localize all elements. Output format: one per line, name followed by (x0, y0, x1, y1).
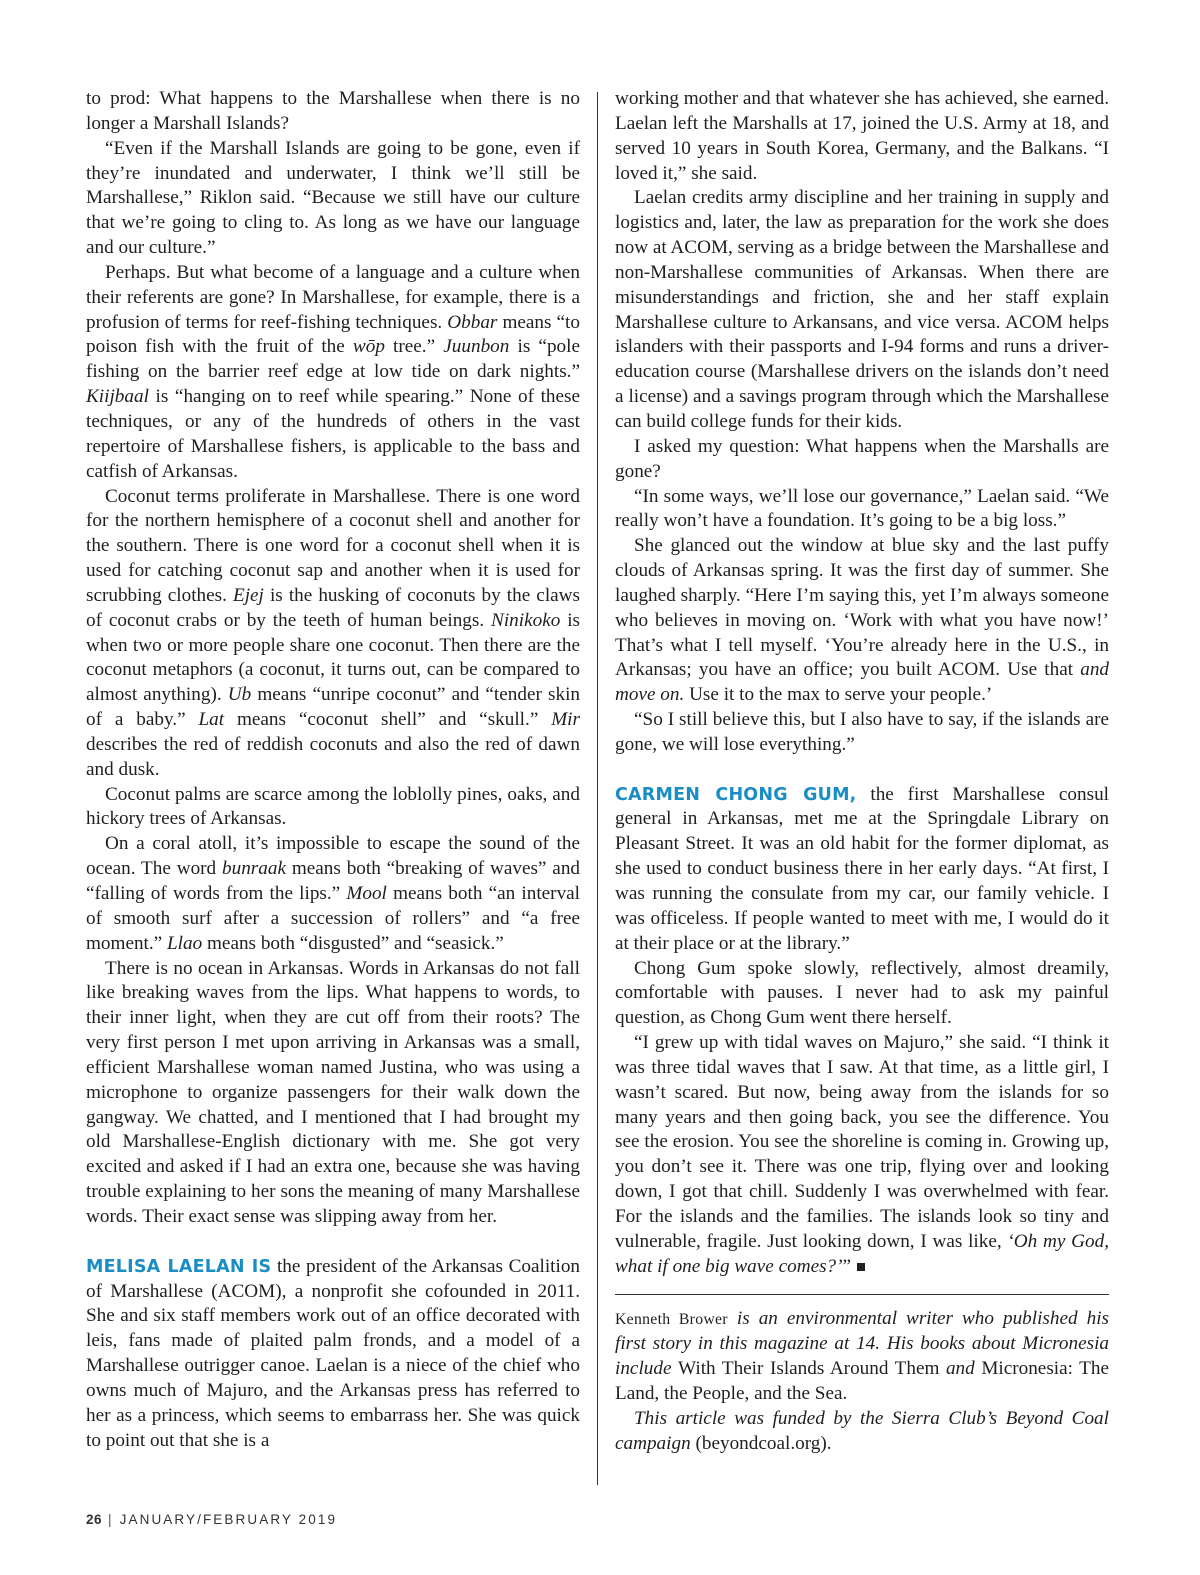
author-bio (615, 1307, 1109, 1457)
paragraph: She glanced out the window at blue sky and the last puffy clouds of Arkansas spring. It was the first day of summer. She laughed sharply. “Here I’m saying this, yet I’m always someone who believes in moving on. ‘Work with what you have now!’ That’s what I tell myself. ‘You’re already here in the U.S., in Arkansas; you have an office; you built ACOM. Use that and move on. Use it to the max to serve your people.’ (615, 535, 1109, 706)
section-lead-in: CARMEN CHONG GUM, (615, 784, 857, 805)
right-column (615, 87, 1109, 1457)
page-footer (86, 1512, 337, 1527)
paragraph: Chong Gum spoke slowly, reflectively, almost dreamily, comfortable with pauses. I never had to ask my painful question, as Chong Gum went there herself. (615, 957, 1109, 1029)
paragraph: Perhaps. But what become of a language and a culture when their referents are gone? In Marshallese, for example, there is a profusion of terms for reef-fishing techniques. Obbar means “to poison fish with the fruit of the wōp tree.” Juunbon is “pole fishing on the barrier reef edge at low tide on dark nights.” Kiijbaal is “hanging on to reef while spearing.” None of these techniques, or any of the hundreds of others in the vast repertoire of Marshallese fishers, is applicable to the bass and catfish of Arkansas. (86, 261, 580, 482)
footer-separator: | (108, 1512, 114, 1527)
bio-divider (615, 1294, 1109, 1295)
paragraph: I asked my question: What happens when the Marshalls are gone? (615, 435, 1109, 482)
end-of-article-square-icon (857, 1263, 865, 1271)
author-name: Kenneth Brower (615, 1310, 728, 1328)
paragraph: working mother and that whatever she has achieved, she earned. Laelan left the Marshalls at 17, joined the U.S. Army at 18, and served 10 years in South Korea, Germany, and the Balkans. “I loved it,” she said. (615, 88, 1109, 184)
section-lead-in: MELISA LAELAN IS (86, 1256, 272, 1277)
paragraph: “Even if the Marshall Islands are going to be gone, even if they’re inundated and underwater, I think we’ll still be Marshallese,” Riklon said. “Because we still have our culture that we’re going to cling to. As long as we have our language and our culture.” (86, 137, 580, 259)
paragraph: There is no ocean in Arkansas. Words in Arkansas do not fall like breaking waves from the lips. What happens to words, to their inner light, when they are cut off from their roots? The very first person I met upon arriving in Arkansas was a small, efficient Marshallese woman named Justina, who was using a microphone to organize passengers for their walk down the gangway. We chatted, and I mentioned that I had brought my old Marshallese-English dictionary with me. She got very excited and asked if I had an extra one, because she was having trouble explaining to her sons the meaning of many Marshallese words. Their exact sense was slipping away from her. (86, 957, 580, 1227)
paragraph: “In some ways, we’ll lose our governance,” Laelan said. “We really won’t have a foundation. It’s going to be a big loss.” (615, 485, 1109, 532)
left-column (86, 87, 580, 1453)
paragraph: On a coral atoll, it’s impossible to escape the sound of the ocean. The word bunraak means both “breaking of waves” and “falling of words from the lips.” Mool means both “an interval of smooth surf after a succession of rollers” and “a free moment.” Llao means both “disgusted” and “seasick.” (86, 833, 581, 954)
bio-paragraph: Kenneth Brower is an environmental writer who published his first story in this magazine at 14. His books about Micronesia include With Their Islands Around Them and Micronesia: The Land, the People, and the Sea. (615, 1307, 1110, 1405)
section-lead-paragraph: CARMEN CHONG GUM, the first Marshallese consul general in Arkansas, met me at the Springdale Library on Pleasant Street. It was an old habit for the former diplomat, as she used to conduct business there in her early days. “At first, I was running the consulate from my car, our family vehicle. I was officeless. If people wanted to meet with me, I would do it at their place or at the library.” (615, 783, 1109, 954)
page-number: 26 (86, 1512, 103, 1527)
paragraph: to prod: What happens to the Marshallese when there is no longer a Marshall Islands? (86, 88, 580, 134)
section-lead-paragraph: MELISA LAELAN IS the president of the Arkansas Coalition of Marshallese (ACOM), a nonprofit she cofounded in 2011. She and six staff members work out of an office decorated with leis, fans made of plaited palm fronds, and a model of a Marshallese outrigger canoe. Laelan is a niece of the chief who owns much of Majuro, and the Arkansas press has referred to her as a princess, which seems to embarrass her. She was quick to point out that she is a (86, 1255, 581, 1451)
funding-note: This article was funded by the Sierra Club’s Beyond Coal campaign (beyondcoal.org). (615, 1407, 1109, 1454)
paragraph: “I grew up with tidal waves on Majuro,” she said. “I think it was three tidal waves that I saw. At that time, as a little girl, I wasn’t scared. But now, being away from the islands for so many years and then going back, you see the difference. You see the erosion. You see the shoreline is coming in. Growing up, you don’t see it. There was one trip, flying over and looking down, I got that chill. Suddenly I was overwhelmed with fear. For the islands and the families. The islands look so tiny and vulnerable, fragile. Just looking down, I was like, ‘Oh my God, what if one big wave comes?’” (615, 1032, 1109, 1277)
paragraph: Coconut terms proliferate in Marshallese. There is one word for the northern hemisphere of a coconut shell and another for the southern. There is one word for a coconut shell when it is used for catching coconut sap and another when it is used for scrubbing clothes. Ejej is the husking of coconuts by the claws of coconut crabs or by the teeth of human beings. Ninikoko is when two or more people share one coconut. Then there are the coconut metaphors (a coconut, it turns out, can be compared to almost anything). Ub means “unripe coconut” and “tender skin of a baby.” Lat means “coconut shell” and “skull.” Mir describes the red of reddish coconuts and also the red of dawn and dusk. (86, 485, 580, 780)
column-divider (597, 92, 598, 1485)
paragraph: Laelan credits army discipline and her training in supply and logistics and, later, the law as preparation for the work she does now at ACOM, serving as a bridge between the Marshallese and non-Marshallese communities of Arkansas. When there are misunderstandings and friction, she and her staff explain Marshallese culture to Arkansans, and vice versa. ACOM helps islanders with their passports and I-94 forms and runs a driver-education course (Marshallese drivers on the islands don’t need a license) and a savings program through which the Marshallese can build college funds for their kids. (615, 187, 1109, 432)
issue-date: JANUARY/FEBRUARY 2019 (119, 1512, 338, 1527)
paragraph: “So I still believe this, but I also have to say, if the islands are gone, we will lose everything.” (615, 709, 1109, 755)
paragraph: Coconut palms are scarce among the loblolly pines, oaks, and hickory trees of Arkansas. (86, 783, 580, 830)
